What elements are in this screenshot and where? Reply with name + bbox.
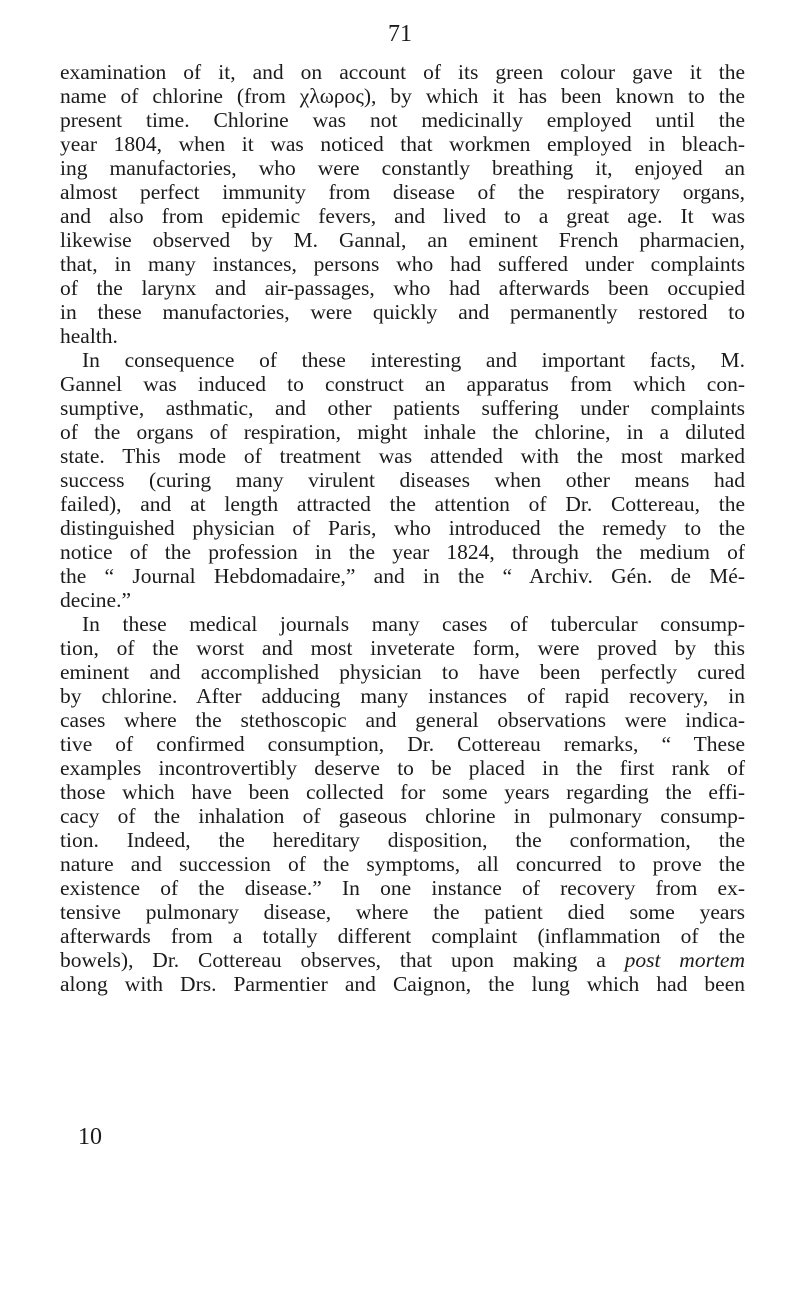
text-line: name of chlorine (from χλωρος), by which it has been known to the	[60, 84, 745, 108]
text-line: year 1804, when it was noticed that workmen employed in bleach-	[60, 132, 745, 156]
text-line: nature and succession of the symptoms, all concurred to prove the	[60, 852, 745, 876]
page-body-text	[60, 60, 745, 996]
italic-phrase: post mortem	[624, 948, 745, 972]
text-line: tive of confirmed consumption, Dr. Cottereau remarks, “ These	[60, 732, 745, 756]
page-number: 71	[388, 21, 412, 47]
text-line: afterwards from a totally different complaint (inflammation of the	[60, 924, 745, 948]
text-line-lead: bowels), Dr. Cottereau observes, that upon making a	[60, 948, 625, 972]
text-line: of the larynx and air-passages, who had afterwards been occupied	[60, 276, 745, 300]
text-line: in these manufactories, were quickly and permanently restored to	[60, 300, 745, 324]
text-line: eminent and accomplished physician to have been perfectly cured	[60, 660, 745, 684]
text-line: examples incontrovertibly deserve to be placed in the first rank of	[60, 756, 745, 780]
text-line	[60, 948, 745, 972]
text-line: Gannel was induced to construct an apparatus from which con-	[60, 372, 745, 396]
text-line: In consequence of these interesting and important facts, M.	[82, 348, 745, 372]
text-line: tensive pulmonary disease, where the patient died some years	[60, 900, 745, 924]
text-line: state. This mode of treatment was attended with the most marked	[60, 444, 745, 468]
text-line: the “ Journal Hebdomadaire,” and in the “ Archiv. Gén. de Mé-	[60, 564, 745, 588]
text-line: tion, of the worst and most inveterate form, were proved by this	[60, 636, 745, 660]
text-line: almost perfect immunity from disease of the respiratory organs,	[60, 180, 745, 204]
text-line: tion. Indeed, the hereditary disposition, the conformation, the	[60, 828, 745, 852]
text-line: failed), and at length attracted the attention of Dr. Cottereau, the	[60, 492, 745, 516]
text-line: likewise observed by M. Gannal, an eminent French pharmacien,	[60, 228, 745, 252]
signature-mark: 10	[78, 1124, 102, 1150]
text-line: cases where the stethoscopic and general observations were indica-	[60, 708, 745, 732]
text-line: present time. Chlorine was not medicinally employed until the	[60, 108, 745, 132]
text-line: success (curing many virulent diseases when other means had	[60, 468, 745, 492]
text-line: existence of the disease.” In one instance of recovery from ex-	[60, 876, 745, 900]
text-line: decine.”	[60, 588, 132, 612]
text-line: those which have been collected for some years regarding the effi-	[60, 780, 745, 804]
text-line: along with Drs. Parmentier and Caignon, the lung which had been	[60, 972, 745, 996]
text-line: and also from epidemic fevers, and lived to a great age. It was	[60, 204, 745, 228]
text-line: distinguished physician of Paris, who introduced the remedy to the	[60, 516, 745, 540]
text-line: by chlorine. After adducing many instances of rapid recovery, in	[60, 684, 745, 708]
text-line: ing manufactories, who were constantly breathing it, enjoyed an	[60, 156, 745, 180]
text-line: In these medical journals many cases of tubercular consump-	[82, 612, 745, 636]
text-line: of the organs of respiration, might inhale the chlorine, in a diluted	[60, 420, 745, 444]
text-line: health.	[60, 324, 118, 348]
text-line: sumptive, asthmatic, and other patients suffering under complaints	[60, 396, 745, 420]
text-line: cacy of the inhalation of gaseous chlorine in pulmonary consump-	[60, 804, 745, 828]
text-line: notice of the profession in the year 1824, through the medium of	[60, 540, 745, 564]
text-line: examination of it, and on account of its green colour gave it the	[60, 60, 745, 84]
text-line: that, in many instances, persons who had suffered under complaints	[60, 252, 745, 276]
